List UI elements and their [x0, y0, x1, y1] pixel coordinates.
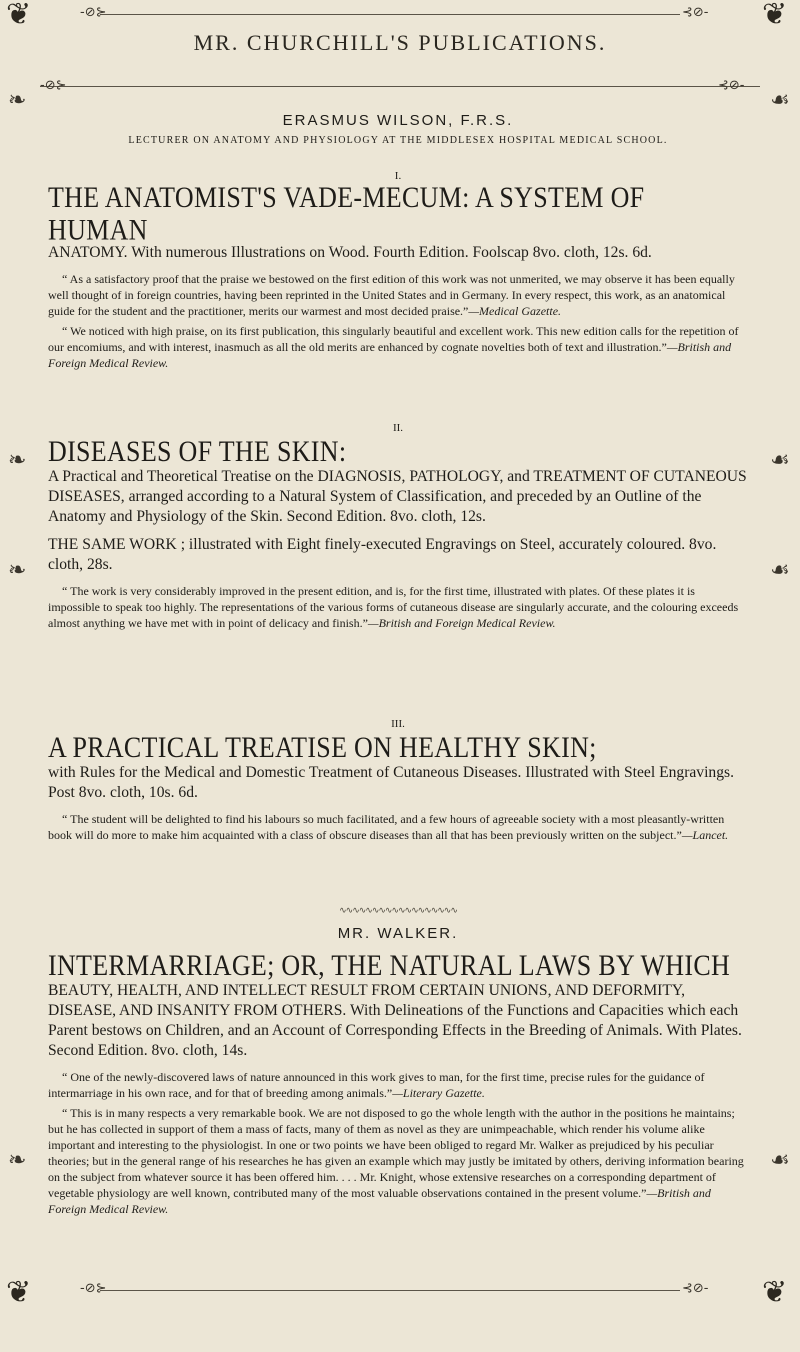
- vine-ornament-icon: ☙: [770, 88, 790, 113]
- rule-mark-right: ⊰⊘-: [682, 5, 709, 20]
- work-title-main: INTERMARRIAGE; OR, THE NATURAL LAWS BY WHICH: [48, 948, 731, 983]
- author-section-walker: [48, 925, 748, 942]
- rule-mark-left: -⊘⊱: [40, 78, 67, 93]
- top-rule: [100, 14, 680, 15]
- author-name: MR. WALKER.: [337, 925, 459, 942]
- fleuron-corner-icon: ❦: [762, 1275, 788, 1310]
- work-title-main: THE ANATOMIST'S VADE-MECUM: A SYSTEM OF HUMAN: [48, 180, 645, 247]
- rule-mark-left: -⊘⊱: [80, 1281, 107, 1296]
- author-affiliation: LECTURER ON ANATOMY AND PHYSIOLOGY AT THE MIDDLESEX HOSPITAL MEDICAL SCHOOL.: [128, 135, 668, 146]
- work-description: ANATOMY. With numerous Illustrations on Wood. Fourth Edition. Foolscap 8vo. cloth, 12s. 6d.: [48, 244, 652, 261]
- review-quote: [48, 271, 748, 319]
- review-quote: [48, 811, 748, 843]
- vine-ornament-icon: ☙: [770, 558, 790, 583]
- work-title: [48, 180, 748, 247]
- work-title: [48, 434, 748, 469]
- quote-source: —Medical Gazette.: [468, 304, 562, 318]
- quote-source: —British and Foreign Medical Review.: [48, 1186, 711, 1216]
- work-number: III.: [391, 718, 405, 730]
- review-quote: [48, 583, 748, 631]
- work-entry: [48, 170, 748, 371]
- vine-ornament-icon: ☙: [770, 448, 790, 473]
- section-separator: ∿∿∿∿∿∿∿∿∿∿∿∿∿∿∿∿∿∿: [339, 905, 457, 915]
- vine-ornament-icon: ❧: [8, 558, 27, 583]
- work-description: BEAUTY, HEALTH, AND INTELLECT RESULT FROM CERTAIN UNIONS, AND DEFORMITY, DISEASE, AND INSANITY FROM OTHERS. With Delineations of the Functions and Capacities which each Parent bestows on Children, and an Account of Corresponding Effects in the Breeding of Animals. With Plates. Second Edition. 8vo. cloth, 14s.: [48, 982, 742, 1059]
- sub-rule: [40, 86, 760, 87]
- rule-mark-right: ⊰⊘-: [718, 78, 745, 93]
- work-entry: [48, 948, 748, 1217]
- quote-text: “ One of the newly-discovered laws of nature announced in this work gives to man, for the first time, precise rules for the guidance of intermarriage in his own race, and for that of breeding among animals.”: [48, 1070, 705, 1100]
- work-supplement: THE SAME WORK ; illustrated with Eight finely-executed Engravings on Steel, accurately coloured. 8vo. cloth, 28s.: [48, 536, 717, 573]
- quote-source: —British and Foreign Medical Review.: [48, 340, 732, 370]
- work-title: [48, 948, 748, 983]
- fleuron-corner-icon: ❦: [762, 0, 788, 32]
- vine-ornament-icon: ❧: [8, 1148, 27, 1173]
- bottom-rule: [100, 1290, 680, 1291]
- vine-ornament-icon: ❧: [8, 448, 27, 473]
- work-title: [48, 730, 748, 765]
- quote-source: —British and Foreign Medical Review.: [367, 616, 556, 630]
- fleuron-corner-icon: ❦: [6, 0, 32, 32]
- work-description: with Rules for the Medical and Domestic Treatment of Cutaneous Diseases. Illustrated with Steel Engravings. Post 8vo. cloth, 10s. 6d.: [48, 764, 734, 801]
- quote-text: “ This is in many respects a very remarkable book. We are not disposed to go the whole length with the author in the positions he maintains; but he has collected in support of them a mass of facts, many of them as novel as they are unimpeachable, which render his volume alike important and interesting to the physiologist. In one or two points we have been obliged to regard Mr. Walker as prejudiced by his peculiar theories; but in the general range of his researches he has given an example which may justly be imitated by others, deriving information bearing on the subject from whatever source it has been offered him. . . . Mr. Knight, whose extensive researches on a corresponding department of vegetable physiology are well known, contributed many of the most valuable observations contained in the present volume.”: [48, 1106, 744, 1200]
- work-entry: [48, 422, 748, 631]
- review-quote: [48, 1105, 748, 1217]
- work-entry: [48, 718, 748, 843]
- quote-text: “ As a satisfactory proof that the praise we bestowed on the first edition of this work was not unmerited, we may observe it has been equally well thought of in foreign countries, having been reprinted in the United States and in Germany. In every respect, this work, as an anatomical guide for the student and the practitioner, merits our warmest and most decided praise.”: [48, 272, 735, 318]
- quote-text: “ We noticed with high praise, on its first publication, this singularly beautiful and excellent work. This new edition calls for the repetition of our encomiums, and with interest, inasmuch as all the old merits are enhanced by cognate novelties both of text and illustration.”: [48, 324, 739, 354]
- author-name: ERASMUS WILSON, F.R.S.: [282, 112, 514, 129]
- vine-ornament-icon: ❧: [8, 88, 27, 113]
- fleuron-corner-icon: ❦: [6, 1275, 32, 1310]
- vine-ornament-icon: ☙: [770, 1148, 790, 1173]
- rule-mark-left: -⊘⊱: [80, 5, 107, 20]
- quote-text: “ The work is very considerably improved in the present edition, and is, for the first time, illustrated with plates. Of these plates it is impossible to speak too highly. The representations of the various forms of cutaneous disease are singularly accurate, and the colouring exceeds almost anything we have met with in point of delicacy and finish.”: [48, 584, 739, 630]
- work-title-main: DISEASES OF THE SKIN:: [48, 434, 347, 469]
- work-description: A Practical and Theoretical Treatise on the DIAGNOSIS, PATHOLOGY, and TREATMENT OF CUTANEOUS DISEASES, arranged according to a Natural System of Classification, and preceded by an Outline of the Anatomy and Physiology of the Skin. Second Edition. 8vo. cloth, 12s.: [48, 468, 747, 525]
- review-quote: [48, 1069, 748, 1101]
- work-number: II.: [392, 422, 404, 434]
- review-quote: [48, 323, 748, 371]
- rule-mark-right: ⊰⊘-: [682, 1281, 709, 1296]
- running-head: MR. CHURCHILL'S PUBLICATIONS.: [193, 30, 607, 55]
- author-section-wilson: [48, 112, 748, 146]
- work-number: I.: [394, 170, 402, 182]
- work-title-main: A PRACTICAL TREATISE ON HEALTHY SKIN;: [48, 730, 597, 765]
- quote-source: —Literary Gazette.: [392, 1086, 485, 1100]
- quote-source: —Lancet.: [681, 828, 729, 842]
- quote-text: “ The student will be delighted to find his labours so much facilitated, and a few hours of agreeable society with a most pleasantly-written book will do more to make him acquainted with a class of obscure diseases than all that has been previously written on the subject.”: [48, 812, 725, 842]
